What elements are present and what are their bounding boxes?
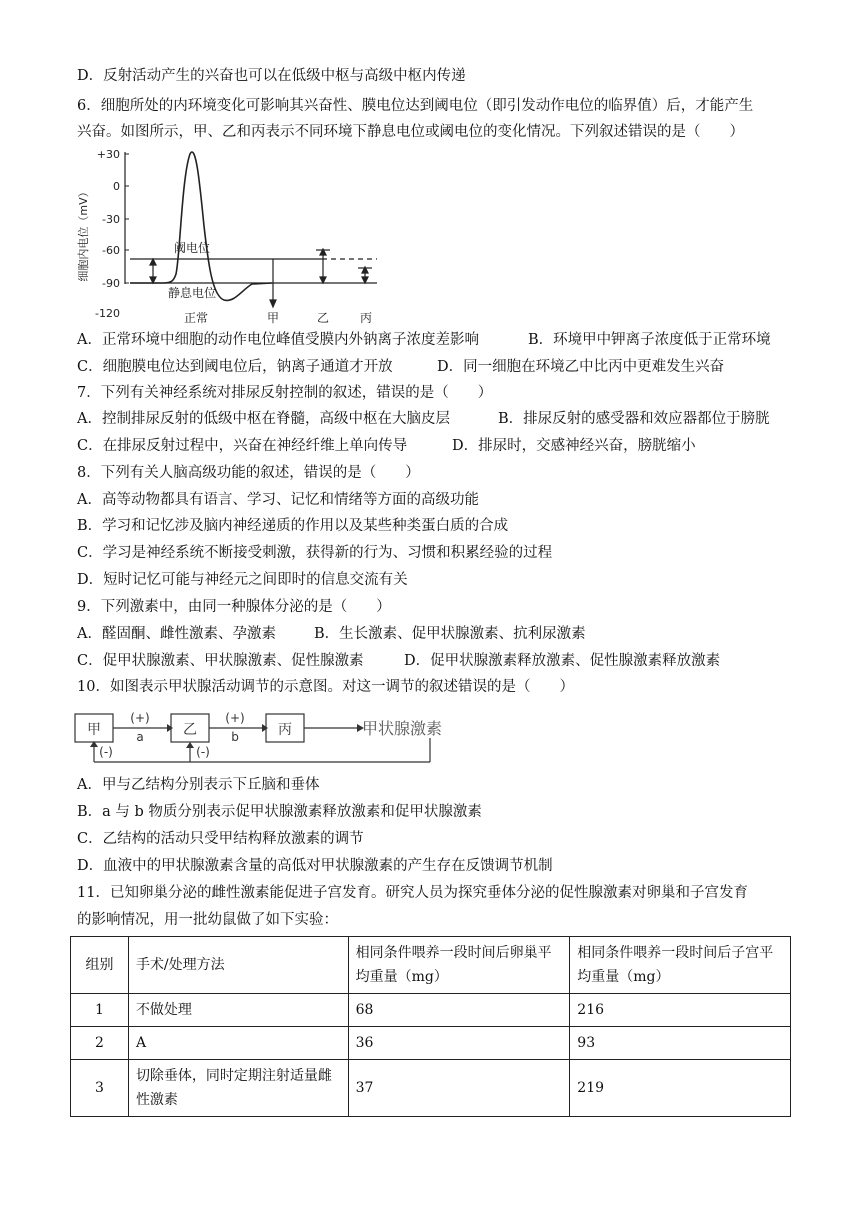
table-cell: 36: [348, 1027, 570, 1060]
table-row: [71, 1027, 791, 1060]
table-cell: 68: [348, 994, 570, 1027]
q7-option-b: B．排尿反射的感受器和效应器都位于膀胱: [498, 411, 770, 427]
q10-option-a: A．甲与乙结构分别表示下丘脑和垂体: [77, 777, 320, 793]
table-cell: 37: [348, 1060, 570, 1117]
minus-label-2: (-): [196, 745, 210, 759]
q10-option-b: B．a 与 b 物质分别表示促甲状腺激素释放激素和促甲状腺激素: [77, 804, 482, 820]
label-b: b: [231, 730, 239, 744]
q6-option-a: A．正常环境中细胞的动作电位峰值受膜内外钠离子浓度差影响: [77, 332, 479, 348]
q5-option-d: D．反射活动产生的兴奋也可以在低级中枢与高级中枢内传递: [77, 68, 466, 84]
box-jia-label: 甲: [87, 722, 101, 738]
membrane-potential-figure: [72, 146, 402, 328]
q8-option-a: A．高等动物都具有语言、学习、记忆和情绪等方面的高级功能: [77, 492, 479, 508]
table-cell: 216: [570, 994, 791, 1027]
q7-options-row2: [77, 436, 696, 456]
q9-options-row1: [77, 624, 586, 644]
q8-stem: 8．下列有关人脑高级功能的叙述，错误的是（ ）: [77, 465, 420, 481]
table-cell: 219: [570, 1060, 791, 1117]
tick-label: -60: [102, 244, 120, 257]
q7-option-a: A．控制排尿反射的低级中枢在脊髓，高级中枢在大脑皮层: [77, 411, 450, 427]
q7-stem: 7．下列有关神经系统对排尿反射控制的叙述，错误的是（ ）: [77, 385, 493, 401]
table-cell: 2: [71, 1027, 129, 1060]
label-a: a: [136, 730, 144, 744]
table-row: [71, 1060, 791, 1117]
experiment-table: [70, 936, 791, 1117]
q7-option-d: D．排尿时，交感神经兴奋，膀胱缩小: [452, 438, 696, 454]
q7-option-c: C．在排尿反射过程中，兴奋在神经纤维上单向传导: [77, 438, 408, 454]
resting-label: 静息电位: [168, 286, 217, 300]
table-row: [71, 994, 791, 1027]
q7-options-row1: [77, 409, 770, 429]
q10-stem: 10．如图表示甲状腺活动调节的示意图。对这一调节的叙述错误的是（ ）: [77, 679, 574, 695]
table-header-cell: 相同条件喂养一段时间后卵巢平均重量（mg）: [348, 937, 570, 994]
q9-option-c: C．促甲状腺激素、甲状腺激素、促性腺激素: [77, 653, 364, 669]
env-label-bing: 丙: [360, 311, 373, 325]
q11-stem-line1: 11．已知卵巢分泌的雌性激素能促进子宫发育。研究人员为探究垂体分泌的促性腺激素对卵巢和子宫发育: [77, 885, 748, 901]
env-bing-arrow: [358, 267, 372, 283]
q9-option-b: B．生长激素、促甲状腺激素、抗利尿激素: [314, 626, 586, 642]
table-header-cell: 手术/处理方法: [128, 937, 348, 994]
table-cell: 切除垂体，同时定期注射适量雌性激素: [128, 1060, 348, 1117]
tick-label: -90: [102, 277, 120, 290]
env-yi-arrow: [316, 249, 330, 283]
tick-label: 0: [113, 180, 120, 193]
tick-label: -120: [95, 307, 120, 320]
box-bing-label: 丙: [278, 722, 292, 738]
thyroid-regulation-diagram: [72, 704, 452, 766]
thyroid-hormone-label: 甲状腺激素: [362, 719, 443, 738]
plus-label-1: (+): [130, 711, 150, 725]
table-cell: 93: [570, 1027, 791, 1060]
normal-arrow: [150, 259, 156, 283]
q9-option-d: D．促甲状腺激素释放激素、促性腺激素释放激素: [404, 653, 721, 669]
q10-option-c: C．乙结构的活动只受甲结构释放激素的调节: [77, 831, 364, 847]
q10-option-d: D．血液中的甲状腺激素含量的高低对甲状腺激素的产生存在反馈调节机制: [77, 858, 553, 874]
q9-options-row2: [77, 651, 720, 671]
q8-option-d: D．短时记忆可能与神经元之间即时的信息交流有关: [77, 572, 408, 588]
env-label-yi: 乙: [317, 311, 330, 325]
table-cell: 3: [71, 1060, 129, 1117]
tick-label: +30: [96, 148, 120, 161]
plus-label-2: (+): [225, 711, 245, 725]
q9-stem: 9．下列激素中，由同一种腺体分泌的是（ ）: [77, 599, 391, 615]
q6-option-c: C．细胞膜电位达到阈电位后，钠离子通道才开放: [77, 359, 393, 375]
table-header-cell: 组别: [71, 937, 129, 994]
minus-label-1: (-): [99, 745, 113, 759]
table-cell: 不做处理: [128, 994, 348, 1027]
threshold-label: 阈电位: [174, 241, 211, 255]
box-yi-label: 乙: [183, 722, 197, 738]
q6-option-b: B．环境甲中钾离子浓度低于正常环境: [528, 332, 771, 348]
q6-options-row1: [77, 330, 771, 350]
q8-option-c: C．学习是神经系统不断接受刺激，获得新的行为、习惯和积累经验的过程: [77, 545, 553, 561]
env-label-jia: 甲: [267, 311, 280, 325]
q6-option-d: D．同一细胞在环境乙中比丙中更难发生兴奋: [437, 359, 725, 375]
q6-stem-line1: 6．细胞所处的内环境变化可影响其兴奋性、膜电位达到阈电位（即引发动作电位的临界值）后，才能产生: [77, 98, 754, 114]
q11-stem-line2: 的影响情况，用一批幼鼠做了如下实验：: [77, 912, 338, 928]
env-label-normal: 正常: [184, 311, 209, 325]
q9-option-a: A．醛固酮、雌性激素、孕激素: [77, 626, 276, 642]
q6-options-row2: [77, 357, 724, 377]
table-header-cell: 相同条件喂养一段时间后子宫平均重量（mg）: [570, 937, 791, 994]
tick-label: -30: [102, 213, 120, 226]
y-axis-label: 细胞内电位（mV）: [77, 186, 90, 282]
q6-stem-line2: 兴奋。如图所示，甲、乙和丙表示不同环境下静息电位或阈电位的变化情况。下列叙述错误的是（ ）: [77, 124, 744, 140]
table-cell: A: [128, 1027, 348, 1060]
table-cell: 1: [71, 994, 129, 1027]
table-header-row: [71, 937, 791, 994]
q8-option-b: B．学习和记忆涉及脑内神经递质的作用以及某些种类蛋白质的合成: [77, 518, 509, 534]
